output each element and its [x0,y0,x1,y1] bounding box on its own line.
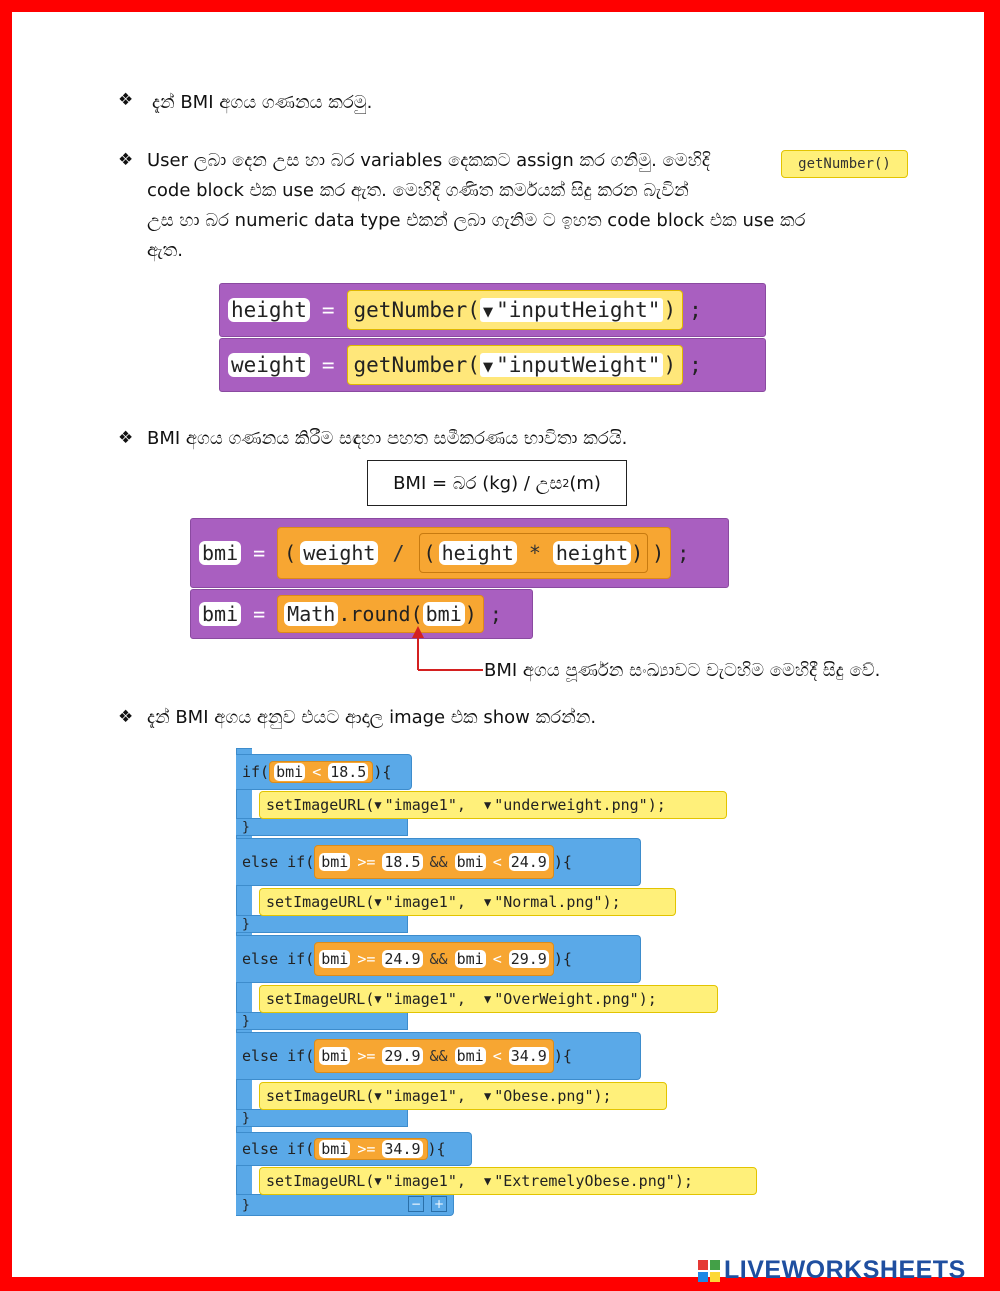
liveworksheets-logo[interactable] [698,1256,966,1285]
close-paren: ) [464,602,477,626]
else-if-keyword: else if( [242,1047,315,1065]
close-brace: } [242,916,250,932]
red-arrow-icon [405,622,485,678]
inline-getnumber-block: getNumber() [781,150,908,178]
bullet-2-line-3: උස හා බර numeric data type එකන් ලබා ගැනිම ට ඉහත code block එක use කර [147,210,806,231]
else-if-1-footer [236,915,408,933]
weight-assign-block [219,338,766,392]
getnumber-fn: getNumber( [353,353,480,377]
formula-superscript: 2 [562,476,570,490]
bullet-icon: ❖ [118,90,134,110]
close-paren: ) [631,541,644,565]
if-footer [236,818,408,836]
set-image-underweight: setImageURL( ▼ "image1", ▼ "underweight.png" ); [259,791,727,819]
equals-sign: = [321,353,335,377]
dropdown-arrow-icon: ▼ [482,356,494,376]
bullet-2-line-1: User ලබා දෙන උස හා බර variables දෙකකට assign කර ගනිමු. මෙහිදි [147,150,710,171]
height-var: height [228,298,310,322]
semicolon: ; [677,541,690,565]
bmi-calc-block [190,518,729,588]
annotation-text: BMI අගය පූර්ණන සංඛ්‍යාවට වැටහිම මෙහිදී සිදු වේ. [484,660,881,681]
semicolon: ; [689,298,702,322]
bullet-2-line-2: code block එක use කර ඇත. මෙහිදි ගණිත කර්මයක් සිදු කරන බැවින් [147,180,689,201]
open-paren: ( [284,541,297,565]
multiply-op: * [528,541,541,565]
logo-text: LIVEWORKSHEETS [724,1256,966,1284]
round-fn: .round( [338,602,423,626]
else-if-2-footer [236,1012,408,1030]
close-paren: ) [663,353,677,377]
formula-unit: (m) [569,472,601,494]
equals-sign: = [321,298,335,322]
set-image-normal: setImageURL( ▼ "image1", ▼ "Normal.png" ); [259,888,676,916]
formula-text: BMI = බර (kg) / උස [393,472,563,494]
open-brace: ){ [553,950,572,968]
set-image-extremely-obese: setImageURL( ▼ "image1", ▼ "ExtremelyObese.png" ); [259,1167,757,1195]
open-paren: ( [423,541,436,565]
add-else-button[interactable]: + [431,1196,447,1212]
close-brace: } [242,1013,250,1029]
bullet-icon: ❖ [118,707,134,727]
bullet-2-line-4: ඇත. [147,240,183,261]
dropdown-arg[interactable]: ▼ "inputHeight" [480,298,663,322]
equals-sign: = [253,541,266,565]
else-if-keyword: else if( [242,1140,315,1158]
close-paren: ) [652,541,665,565]
set-image-obese: setImageURL( ▼ "image1", ▼ "Obese.png" ); [259,1082,667,1110]
bmi-var: bmi [423,602,465,626]
dropdown-arrow-icon: ▼ [482,301,494,321]
less-than-op: < [312,763,322,781]
bullet-icon: ❖ [118,150,134,170]
else-if-keyword: else if( [242,853,315,871]
open-brace: ){ [553,853,572,871]
height-assign-block [219,283,766,337]
logo-icon [698,1260,720,1282]
bullet-4-text: දැන් BMI අගය අනුව එයට ආදාල image එක show කරන්න. [147,707,597,728]
bullet-1-text: දැන් BMI අගය ගණනය කරමු. [152,92,373,113]
remove-else-button[interactable]: − [408,1196,424,1212]
divide-op: / [392,541,405,565]
threshold-value: 18.5 [330,763,367,781]
set-image-overweight: setImageURL( ▼ "image1", ▼ "OverWeight.png" ); [259,985,718,1013]
semicolon: ; [489,602,502,626]
open-brace: ){ [553,1047,572,1065]
bmi-formula-box [367,460,627,506]
bullet-3-text: BMI අගය ගණනය කිරීම සඳහා පහත සමීකරණය භාවිතා කරයි. [147,428,628,449]
close-brace: } [242,1197,250,1213]
bmi-var: bmi [276,763,304,781]
getnumber-fn: getNumber( [353,298,480,322]
if-keyword: if( [242,763,270,781]
bullet-icon: ❖ [118,428,134,448]
dropdown-arg[interactable]: ▼ "inputWeight" [480,353,663,377]
open-brace: ){ [427,1140,446,1158]
weight-var: weight [300,541,378,565]
math-object: Math [284,602,338,626]
equals-sign: = [253,602,266,626]
open-brace: ){ [373,763,392,781]
else-if-3-footer [236,1109,408,1127]
close-paren: ) [663,298,677,322]
close-brace: } [242,1110,250,1126]
weight-var: weight [228,353,310,377]
close-brace: } [242,819,250,835]
bmi-var: bmi [199,541,241,565]
else-if-keyword: else if( [242,950,315,968]
height-var: height [553,541,631,565]
height-var: height [439,541,517,565]
semicolon: ; [689,353,702,377]
bmi-var: bmi [199,602,241,626]
